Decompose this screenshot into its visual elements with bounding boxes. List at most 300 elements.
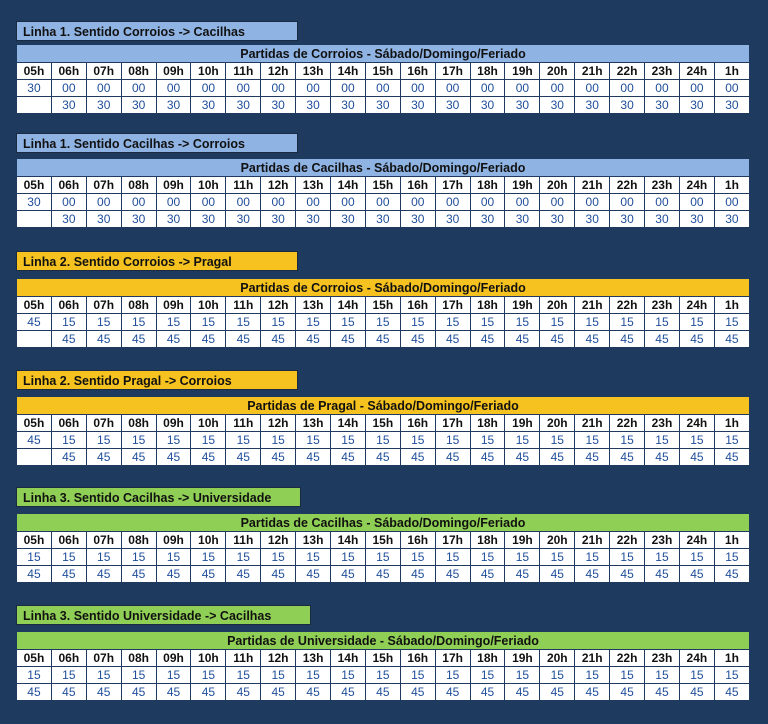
departure-minute-cell: 45 — [17, 314, 52, 331]
schedule-section — [16, 370, 750, 464]
departure-minute-cell: 45 — [435, 684, 470, 701]
departure-minute-cell: 30 — [505, 211, 540, 228]
departure-minute-cell: 45 — [331, 684, 366, 701]
departure-minute-cell: 15 — [470, 314, 505, 331]
hour-header: 23h — [645, 63, 680, 80]
departure-minute-cell: 45 — [86, 684, 121, 701]
departure-minute-cell: 15 — [505, 667, 540, 684]
hours-header-row — [17, 650, 750, 667]
departure-minute-cell: 15 — [86, 667, 121, 684]
departure-minute-cell: 45 — [435, 331, 470, 348]
departure-minute-cell: 15 — [679, 314, 714, 331]
hour-header: 17h — [435, 177, 470, 194]
departure-minute-cell: 00 — [156, 80, 191, 97]
timetable-title-row — [17, 632, 750, 650]
departure-minute-cell: 45 — [645, 331, 680, 348]
departure-minute-cell: 00 — [679, 80, 714, 97]
departure-minute-cell: 15 — [470, 432, 505, 449]
departure-minute-cell: 15 — [400, 667, 435, 684]
departure-minute-cell: 45 — [714, 449, 749, 466]
departure-minute-cell: 00 — [296, 194, 331, 211]
departure-minute-cell: 30 — [17, 80, 52, 97]
hour-header: 17h — [435, 532, 470, 549]
hour-header: 08h — [121, 532, 156, 549]
departure-minute-cell: 30 — [226, 97, 261, 114]
departure-minute-cell: 45 — [17, 684, 52, 701]
hour-header: 13h — [296, 650, 331, 667]
departure-minute-cell: 15 — [610, 549, 645, 566]
hour-header: 10h — [191, 532, 226, 549]
hour-header: 06h — [51, 177, 86, 194]
departure-minute-cell: 30 — [645, 211, 680, 228]
departure-minute-cell: 15 — [365, 549, 400, 566]
hours-header-row — [17, 532, 750, 549]
hour-header: 1h — [714, 415, 749, 432]
hour-header: 11h — [226, 297, 261, 314]
departure-minute-cell: 45 — [331, 449, 366, 466]
departure-minute-cell: 15 — [86, 549, 121, 566]
departure-minute-cell: 45 — [505, 331, 540, 348]
timetable-title-row — [17, 159, 750, 177]
departure-minute-cell: 45 — [645, 684, 680, 701]
departure-minute-cell: 15 — [365, 314, 400, 331]
departure-row — [17, 667, 750, 684]
departure-minute-cell: 00 — [86, 194, 121, 211]
departure-minute-cell: 15 — [610, 314, 645, 331]
timetable-title: Partidas de Cacilhas - Sábado/Domingo/Feriado — [17, 514, 750, 532]
departure-minute-cell: 30 — [121, 211, 156, 228]
hours-header-row — [17, 297, 750, 314]
departure-minute-cell: 45 — [156, 566, 191, 583]
departure-minute-cell: 45 — [86, 449, 121, 466]
departure-minute-cell: 45 — [679, 331, 714, 348]
hour-header: 13h — [296, 177, 331, 194]
departure-minute-cell: 45 — [191, 566, 226, 583]
departure-minute-cell: 00 — [191, 80, 226, 97]
hour-header: 06h — [51, 532, 86, 549]
departure-minute-cell: 15 — [191, 432, 226, 449]
section-label: Linha 1. Sentido Corroios -> Cacilhas — [16, 21, 298, 41]
departure-minute-cell: 45 — [679, 566, 714, 583]
hours-header-row — [17, 415, 750, 432]
departure-minute-cell: 00 — [365, 80, 400, 97]
departure-minute-cell: 15 — [400, 432, 435, 449]
departure-minute-cell: 15 — [400, 549, 435, 566]
departure-minute-cell: 15 — [86, 432, 121, 449]
departure-minute-cell: 45 — [226, 449, 261, 466]
departure-minute-cell: 45 — [261, 449, 296, 466]
departure-minute-cell: 30 — [400, 97, 435, 114]
departure-minute-cell: 45 — [121, 566, 156, 583]
hour-header: 18h — [470, 415, 505, 432]
hour-header: 14h — [331, 297, 366, 314]
departure-minute-cell: 15 — [191, 549, 226, 566]
departure-minute-cell: 15 — [610, 667, 645, 684]
departure-minute-cell: 45 — [365, 566, 400, 583]
hour-header: 16h — [400, 177, 435, 194]
departure-minute-cell: 15 — [435, 549, 470, 566]
hour-header: 19h — [505, 415, 540, 432]
departure-minute-cell: 15 — [226, 549, 261, 566]
departure-minute-cell: 30 — [121, 97, 156, 114]
hour-header: 21h — [575, 63, 610, 80]
departure-row — [17, 432, 750, 449]
departure-minute-cell: 15 — [331, 667, 366, 684]
departure-minute-cell: 15 — [540, 667, 575, 684]
departure-minute-cell: 15 — [86, 314, 121, 331]
departure-minute-cell: 15 — [400, 314, 435, 331]
departure-minute-cell: 45 — [575, 566, 610, 583]
hour-header: 17h — [435, 63, 470, 80]
departure-row — [17, 684, 750, 701]
departure-minute-cell: 15 — [679, 667, 714, 684]
departure-minute-cell: 15 — [714, 432, 749, 449]
departure-minute-cell: 00 — [470, 194, 505, 211]
departure-minute-cell: 45 — [435, 449, 470, 466]
hour-header: 08h — [121, 650, 156, 667]
departure-minute-cell: 00 — [331, 194, 366, 211]
departure-minute-cell: 15 — [296, 667, 331, 684]
departure-minute-cell: 00 — [505, 194, 540, 211]
hour-header: 16h — [400, 415, 435, 432]
departure-row — [17, 80, 750, 97]
hour-header: 22h — [610, 532, 645, 549]
hour-header: 20h — [540, 177, 575, 194]
hour-header: 19h — [505, 63, 540, 80]
departure-minute-cell: 00 — [435, 194, 470, 211]
departure-minute-cell: 45 — [121, 331, 156, 348]
hour-header: 22h — [610, 297, 645, 314]
departure-minute-cell: 45 — [714, 684, 749, 701]
hour-header: 18h — [470, 63, 505, 80]
section-label: Linha 3. Sentido Universidade -> Cacilhas — [16, 605, 311, 625]
departure-minute-cell: 15 — [365, 667, 400, 684]
hour-header: 15h — [365, 415, 400, 432]
departure-minute-cell: 45 — [296, 566, 331, 583]
departure-minute-cell: 45 — [505, 449, 540, 466]
hour-header: 21h — [575, 177, 610, 194]
departure-minute-cell: 30 — [296, 211, 331, 228]
departure-minute-cell: 00 — [156, 194, 191, 211]
departure-minute-cell: 30 — [331, 97, 366, 114]
departure-minute-cell: 45 — [575, 449, 610, 466]
hour-header: 07h — [86, 63, 121, 80]
departure-minute-cell: 15 — [51, 667, 86, 684]
hour-header: 24h — [679, 177, 714, 194]
hour-header: 24h — [679, 415, 714, 432]
hour-header: 21h — [575, 415, 610, 432]
hour-header: 13h — [296, 63, 331, 80]
departure-minute-cell: 00 — [435, 80, 470, 97]
departure-minute-cell: 45 — [156, 449, 191, 466]
hour-header: 17h — [435, 415, 470, 432]
hour-header: 24h — [679, 650, 714, 667]
departure-minute-cell: 45 — [296, 331, 331, 348]
departure-minute-cell: 30 — [540, 211, 575, 228]
departure-minute-cell: 15 — [261, 432, 296, 449]
section-label: Linha 2. Sentido Pragal -> Corroios — [16, 370, 298, 390]
departure-minute-cell: 45 — [17, 566, 52, 583]
departure-minute-cell: 45 — [261, 331, 296, 348]
departure-minute-cell: 45 — [610, 566, 645, 583]
timetable — [16, 278, 750, 348]
departure-minute-cell: 45 — [400, 566, 435, 583]
timetable — [16, 631, 750, 701]
hour-header: 23h — [645, 297, 680, 314]
hour-header: 15h — [365, 650, 400, 667]
departure-minute-cell: 00 — [261, 80, 296, 97]
hour-header: 07h — [86, 297, 121, 314]
hour-header: 19h — [505, 650, 540, 667]
hour-header: 18h — [470, 650, 505, 667]
departure-minute-cell: 45 — [610, 331, 645, 348]
hour-header: 21h — [575, 297, 610, 314]
departure-minute-cell: 45 — [156, 331, 191, 348]
departure-minute-cell: 30 — [51, 97, 86, 114]
hour-header: 21h — [575, 650, 610, 667]
section-label: Linha 2. Sentido Corroios -> Pragal — [16, 251, 298, 271]
departure-minute-cell: 15 — [540, 314, 575, 331]
departure-minute-cell: 30 — [610, 97, 645, 114]
departure-minute-cell: 45 — [365, 331, 400, 348]
hour-header: 1h — [714, 650, 749, 667]
departure-minute-cell: 15 — [679, 432, 714, 449]
departure-minute-cell: 45 — [679, 449, 714, 466]
departure-minute-cell: 00 — [575, 194, 610, 211]
departure-minute-cell: 15 — [470, 667, 505, 684]
departure-minute-cell: 45 — [540, 684, 575, 701]
departure-minute-cell: 45 — [435, 566, 470, 583]
departure-minute-cell: 15 — [17, 549, 52, 566]
hour-header: 11h — [226, 650, 261, 667]
departure-minute-cell: 30 — [400, 211, 435, 228]
hour-header: 14h — [331, 650, 366, 667]
departure-minute-cell: 15 — [226, 432, 261, 449]
hour-header: 19h — [505, 177, 540, 194]
departure-row — [17, 549, 750, 566]
hour-header: 20h — [540, 297, 575, 314]
hour-header: 10h — [191, 650, 226, 667]
departure-minute-cell: 30 — [679, 211, 714, 228]
departure-minute-cell: 00 — [51, 194, 86, 211]
departure-row — [17, 97, 750, 114]
departure-minute-cell: 30 — [17, 194, 52, 211]
schedule-section — [16, 21, 750, 112]
departure-minute-cell: 30 — [645, 97, 680, 114]
schedule-section — [16, 133, 750, 226]
departure-minute-cell: 30 — [86, 97, 121, 114]
departure-minute-cell: 15 — [156, 667, 191, 684]
departure-minute-cell: 00 — [226, 80, 261, 97]
hour-header: 05h — [17, 650, 52, 667]
departure-minute-cell: 45 — [610, 449, 645, 466]
hour-header: 1h — [714, 63, 749, 80]
hour-header: 18h — [470, 297, 505, 314]
hour-header: 11h — [226, 177, 261, 194]
hour-header: 20h — [540, 63, 575, 80]
departure-minute-cell: 00 — [575, 80, 610, 97]
departure-minute-cell: 15 — [714, 667, 749, 684]
departure-minute-cell: 00 — [610, 80, 645, 97]
departure-minute-cell: 00 — [191, 194, 226, 211]
departure-row — [17, 331, 750, 348]
departure-minute-cell: 15 — [121, 667, 156, 684]
hours-header-row — [17, 177, 750, 194]
timetable-title-row — [17, 514, 750, 532]
departure-minute-cell: 15 — [645, 432, 680, 449]
departure-minute-cell: 30 — [296, 97, 331, 114]
departure-minute-cell: 15 — [296, 549, 331, 566]
hour-header: 06h — [51, 650, 86, 667]
departure-minute-cell: 15 — [121, 432, 156, 449]
departure-minute-cell: 45 — [714, 331, 749, 348]
departure-minute-cell: 30 — [435, 211, 470, 228]
departure-minute-cell: 15 — [645, 667, 680, 684]
hour-header: 16h — [400, 297, 435, 314]
hour-header: 09h — [156, 650, 191, 667]
departure-minute-cell: 30 — [575, 211, 610, 228]
departure-minute-cell: 15 — [435, 432, 470, 449]
hour-header: 24h — [679, 63, 714, 80]
timetable — [16, 396, 750, 466]
departure-minute-cell: 45 — [296, 449, 331, 466]
hour-header: 11h — [226, 415, 261, 432]
hour-header: 24h — [679, 532, 714, 549]
departure-minute-cell: 30 — [365, 97, 400, 114]
departure-minute-cell: 15 — [575, 432, 610, 449]
hour-header: 11h — [226, 63, 261, 80]
departure-minute-cell: 45 — [156, 684, 191, 701]
hour-header: 05h — [17, 297, 52, 314]
departure-minute-cell: 45 — [505, 566, 540, 583]
hour-header: 22h — [610, 650, 645, 667]
departure-minute-cell: 45 — [470, 566, 505, 583]
hour-header: 12h — [261, 532, 296, 549]
departure-minute-cell: 15 — [365, 432, 400, 449]
hour-header: 17h — [435, 650, 470, 667]
timetable-title: Partidas de Corroios - Sábado/Domingo/Feriado — [17, 45, 750, 63]
departure-minute-cell: 15 — [505, 549, 540, 566]
hour-header: 18h — [470, 532, 505, 549]
hour-header: 19h — [505, 297, 540, 314]
hour-header: 09h — [156, 297, 191, 314]
departure-minute-cell: 30 — [86, 211, 121, 228]
departure-minute-cell: 30 — [714, 97, 749, 114]
departure-minute-cell: 15 — [51, 314, 86, 331]
hour-header: 11h — [226, 532, 261, 549]
departure-minute-cell: 00 — [51, 80, 86, 97]
hour-header: 1h — [714, 297, 749, 314]
departure-minute-cell: 45 — [331, 331, 366, 348]
departure-minute-cell: 00 — [505, 80, 540, 97]
hour-header: 12h — [261, 650, 296, 667]
departure-minute-cell: 45 — [365, 684, 400, 701]
hour-header: 07h — [86, 650, 121, 667]
hour-header: 07h — [86, 415, 121, 432]
departure-minute-cell: 15 — [51, 549, 86, 566]
departure-minute-cell: 45 — [51, 566, 86, 583]
hour-header: 05h — [17, 177, 52, 194]
hour-header: 07h — [86, 177, 121, 194]
departure-minute-cell: 15 — [575, 314, 610, 331]
departure-minute-cell: 45 — [400, 449, 435, 466]
departure-minute-cell: 15 — [156, 314, 191, 331]
hour-header: 06h — [51, 63, 86, 80]
departure-minute-cell: 15 — [121, 549, 156, 566]
hour-header: 21h — [575, 532, 610, 549]
departure-minute-cell: 45 — [679, 684, 714, 701]
hour-header: 23h — [645, 415, 680, 432]
departure-minute-cell: 00 — [610, 194, 645, 211]
timetable-title-row — [17, 45, 750, 63]
departure-minute-cell: 45 — [191, 684, 226, 701]
departure-minute-cell: 15 — [505, 432, 540, 449]
departure-minute-cell: 30 — [156, 97, 191, 114]
hour-header: 05h — [17, 63, 52, 80]
departure-minute-cell: 00 — [645, 194, 680, 211]
departure-minute-cell: 15 — [679, 549, 714, 566]
departure-minute-cell: 45 — [470, 684, 505, 701]
departure-minute-cell: 15 — [261, 314, 296, 331]
hour-header: 14h — [331, 177, 366, 194]
departure-minute-cell: 15 — [331, 432, 366, 449]
departure-minute-cell: 15 — [645, 549, 680, 566]
departure-minute-cell: 45 — [51, 684, 86, 701]
departure-minute-cell: 45 — [226, 566, 261, 583]
hour-header: 1h — [714, 532, 749, 549]
departure-minute-cell: 15 — [17, 667, 52, 684]
departure-minute-cell: 15 — [505, 314, 540, 331]
departure-minute-cell: 15 — [331, 314, 366, 331]
departure-minute-cell: 45 — [261, 684, 296, 701]
hour-header: 07h — [86, 532, 121, 549]
hour-header: 13h — [296, 532, 331, 549]
schedule-section — [16, 605, 750, 699]
departure-minute-cell: 15 — [575, 667, 610, 684]
timetable-title: Partidas de Corroios - Sábado/Domingo/Feriado — [17, 279, 750, 297]
departure-minute-cell: 45 — [400, 684, 435, 701]
hours-header-row — [17, 63, 750, 80]
departure-minute-cell: 00 — [400, 194, 435, 211]
hour-header: 08h — [121, 415, 156, 432]
hour-header: 23h — [645, 177, 680, 194]
timetable-title: Partidas de Universidade - Sábado/Domingo/Feriado — [17, 632, 750, 650]
departure-minute-cell: 30 — [505, 97, 540, 114]
departure-minute-cell: 15 — [331, 549, 366, 566]
departure-minute-cell: 15 — [610, 432, 645, 449]
departure-minute-cell: 30 — [714, 211, 749, 228]
timetable-title-row — [17, 397, 750, 415]
hour-header: 22h — [610, 415, 645, 432]
hour-header: 15h — [365, 532, 400, 549]
departure-minute-cell: 15 — [575, 549, 610, 566]
hour-header: 14h — [331, 532, 366, 549]
departure-minute-cell: 15 — [714, 549, 749, 566]
hour-header: 14h — [331, 415, 366, 432]
departure-minute-cell: 30 — [191, 97, 226, 114]
departure-minute-cell: 45 — [191, 449, 226, 466]
departure-minute-cell: 15 — [435, 667, 470, 684]
departure-minute-cell: 45 — [17, 432, 52, 449]
departure-minute-cell: 30 — [51, 211, 86, 228]
departure-minute-cell: 15 — [156, 549, 191, 566]
departure-minute-cell: 45 — [331, 566, 366, 583]
departure-minute-cell: 15 — [51, 432, 86, 449]
departure-minute-cell: 30 — [261, 97, 296, 114]
departure-minute-cell: 45 — [540, 331, 575, 348]
departure-minute-cell: 15 — [645, 314, 680, 331]
departure-minute-cell: 45 — [714, 566, 749, 583]
